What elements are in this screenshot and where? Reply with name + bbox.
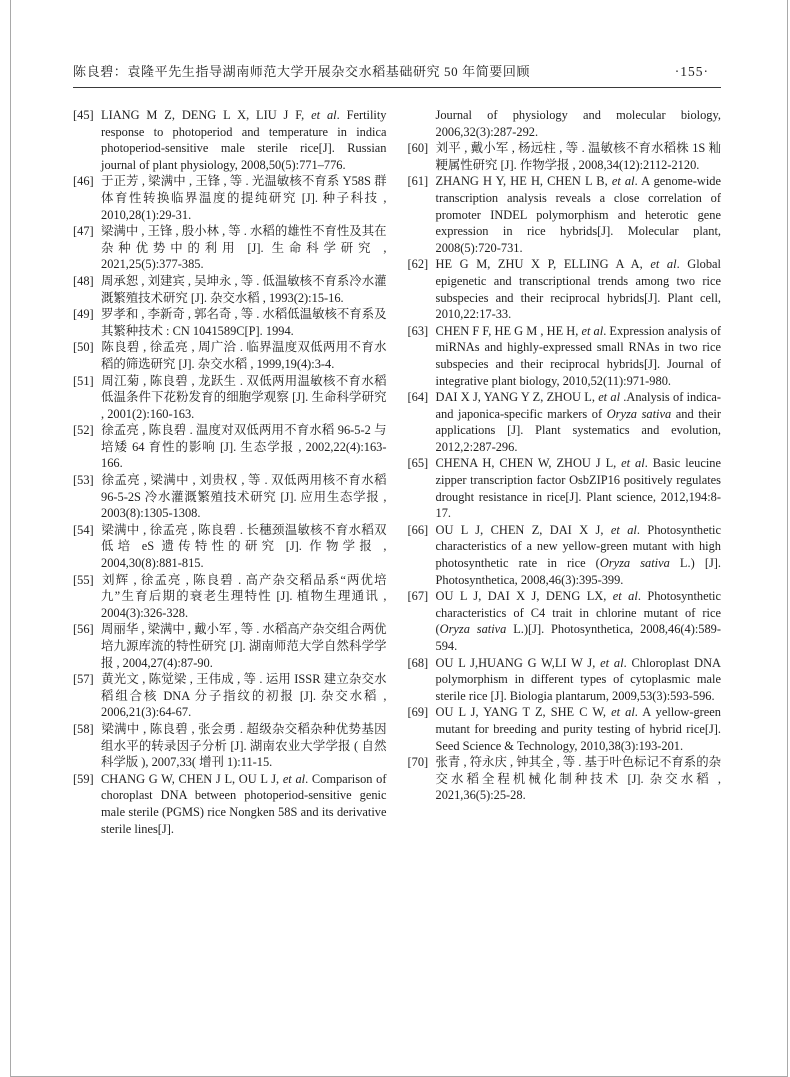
reference-number: [61]: [407, 174, 429, 189]
reference-item: [51] 周江菊 , 陈良碧 , 龙跃生 . 双低两用温敏核不育水稻低温条件下花粉发育的细胞学观察 [J]. 生命科学研究 , 2001(2):160-163.: [73, 373, 387, 421]
reference-number: [51]: [73, 373, 94, 388]
reference-item: [56] 周丽华 , 梁满中 , 戴小军 , 等 . 水稻高产杂交组合两优培九源库流的特性研究 [J]. 湖南师范大学自然科学学报 , 2004,27(4):87-90.: [73, 622, 387, 670]
reference-number: [49]: [73, 307, 94, 322]
reference-number: [55]: [73, 572, 94, 587]
reference-item: [46] 于正芳 , 梁满中 , 王锋 , 等 . 光温敏核不育系 Y58S 群体育性转换临界温度的提纯研究 [J]. 种子科技 , 2010,28(1):29-31.: [73, 174, 387, 222]
reference-item: [63] CHEN F F, HE G M , HE H, et al. Expression analysis of miRNAs and highly-expressed small RNAs in two rice subspecies and their reciprocal hybrids[J]. Journal of integrative plant biology, 2010,52(11):971-980.: [407, 323, 721, 388]
reference-number: [53]: [73, 473, 94, 488]
reference-item: [54] 梁满中 , 徐孟亮 , 陈良碧 . 长穗颈温敏核不育水稻双低培 eS 遗传特性的研究 [J]. 作物学报 , 2004,30(8):881-815.: [73, 522, 387, 571]
reference-item: [58] 梁满中 , 陈良碧 , 张会勇 . 超级杂交稻杂种优势基因组水平的转录因子分析 [J]. 湖南农业大学学报 ( 自然科学版 ), 2007,33( 增刊 1):11-15.: [73, 721, 387, 770]
scanned-page: [10, 0, 788, 1077]
reference-item: [61] ZHANG H Y, HE H, CHEN L B, et al. A genome-wide transcription analysis reveals a close correlation of promoter INDEL polymorphism and heterotic gene expression in rice hybrids[J]. Molecular plant, 2008(5):720-731.: [407, 174, 722, 255]
reference-item: [64] DAI X J, YANG Y Z, ZHOU L, et al .Analysis of indica- and japonica-specific markers of Oryza sativa and their applications [J]. Plant systematics and evolution, 2012,2:287-296.: [407, 390, 722, 454]
reference-number: [60]: [407, 141, 429, 156]
reference-number: [57]: [73, 672, 94, 687]
reference-number: [54]: [73, 522, 94, 537]
reference-number: [46]: [73, 174, 94, 189]
reference-number: [69]: [407, 705, 429, 720]
reference-number: [64]: [407, 390, 429, 405]
reference-number: [50]: [73, 340, 94, 355]
reference-number: [67]: [407, 589, 429, 604]
reference-item: Journal of physiology and molecular biology, 2006,32(3):287-292.: [435, 108, 721, 139]
reference-number: [45]: [73, 108, 94, 122]
reference-number: [48]: [73, 273, 94, 288]
reference-number: [52]: [73, 423, 94, 438]
reference-number: [56]: [73, 622, 94, 637]
reference-item: [49] 罗孝和 , 李新奇 , 郭名奇 , 等 . 水稻低温敏核不育系及其繁种技术 : CN 1041589C[P]. 1994.: [73, 307, 387, 338]
references-section: [73, 107, 721, 837]
reference-number: [63]: [407, 323, 429, 338]
reference-number: [58]: [73, 721, 94, 736]
reference-number: [65]: [407, 456, 429, 471]
reference-item: [60] 刘平 , 戴小军 , 杨远柱 , 等 . 温敏核不育水稻株 1S 籼粳属性研究 [J]. 作物学报 , 2008,34(12):2112-2120.: [407, 141, 721, 172]
reference-item: [50] 陈良碧 , 徐孟亮 , 周广洽 . 临界温度双低两用不育水稻的筛选研究 [J]. 杂交水稻 , 1999,19(4):3-4.: [73, 340, 387, 371]
references-column-right: [408, 107, 722, 837]
reference-item: [70] 张青 , 符永庆 , 钟其全 , 等 . 基于叶色标记不育系的杂交水稻全程机械化制种技术 [J]. 杂交水稻 , 2021,36(5):25-28.: [407, 755, 721, 803]
reference-item: [52] 徐孟亮 , 陈良碧 . 温度对双低两用不育水稻 96-5-2 与培矮 64 育性的影响 [J]. 生态学报 , 2002,22(4):163-166.: [73, 423, 387, 471]
reference-item: [55] 刘辉 , 徐孟亮 , 陈良碧 . 高产杂交稻品系“两优培九”生育后期的衰老生理特性 [J]. 植物生理通讯 , 2004(3):326-328.: [73, 572, 387, 620]
reference-item: [47] 梁满中 , 王锋 , 殷小林 , 等 . 水稻的雄性不育性及其在杂种优势中的利用 [J]. 生命科学研究 , 2021,25(5):377-385.: [73, 224, 387, 272]
reference-item: [65] CHENA H, CHEN W, ZHOU J L, et al. Basic leucine zipper transcription factor OsbZIP16 positively regulates drought resistance in rice[J]. Plant science, 2012,194:8-17.: [407, 456, 721, 521]
reference-item: [57] 黄光文 , 陈觉梁 , 王伟成 , 等 . 运用 ISSR 建立杂交水稻组合核 DNA 分子指纹的初报 [J]. 杂交水稻 , 2006,21(3):64-67.: [73, 672, 387, 720]
running-title: 陈良碧：袁隆平先生指导湖南师范大学开展杂交水稻基础研究 50 年简要回顾: [73, 64, 531, 79]
reference-number: [70]: [407, 755, 429, 770]
reference-number: [47]: [73, 224, 94, 239]
reference-item: [53] 徐孟亮 , 梁满中 , 刘贵权 , 等 . 双低两用核不育水稻 96-5-2S 冷水灌溉繁殖技术研究 [J]. 应用生态学报 , 2003(8):1305-1308.: [73, 473, 387, 521]
references-column-left: [73, 107, 387, 837]
reference-item: [66] OU L J, CHEN Z, DAI X J, et al. Photosynthetic characteristics of a new yellow-green mutant with high photosynthetic rate in rice (Oryza sativa L.) [J]. Photosynthetica, 2008,46(3):395-399.: [407, 522, 721, 587]
reference-item: [48] 周承恕 , 刘建宾 , 吴坤永 , 等 . 低温敏核不育系冷水灌溉繁殖技术研究 [J]. 杂交水稻 , 1993(2):15-16.: [73, 273, 387, 305]
reference-number: [66]: [407, 522, 429, 537]
reference-item: [68] OU L J,HUANG G W,LI W J, et al. Chloroplast DNA polymorphism in different types of cytoplasmic male sterile rice [J]. Biologia plantarum, 2009,53(3):593-596.: [407, 655, 721, 703]
reference-item: [69] OU L J, YANG T Z, SHE C W, et al. A yellow-green mutant for breeding and purity testing of hybrid rice[J]. Seed Science & Technology, 2010,38(3):193-201.: [407, 705, 721, 753]
reference-number: [59]: [73, 771, 94, 786]
running-header: [73, 61, 721, 88]
page-content: [11, 0, 787, 837]
reference-number: [68]: [407, 655, 429, 670]
reference-item: [45] LIANG M Z, DENG L X, LIU J F, et al. Fertility response to photoperiod and temperature in indica photoperiod-sensitive male sterile rice[J]. Russian journal of plant physiology, 2008,50(5):771–776.: [73, 108, 387, 172]
reference-item: [59] CHANG G W, CHEN J L, OU L J, et al. Comparison of choroplast DNA between photoperiod-sensitive genic male sterile (PGMS) rice Nongken 58S and its derivative sterile lines[J].: [73, 771, 387, 836]
page-number: ·155·: [674, 64, 709, 79]
reference-item: [62] HE G M, ZHU X P, ELLING A A, et al. Global epigenetic and transcriptional trends among two rice subspecies and their reciprocal hybrids[J]. Plant cell, 2010,22:17-33.: [407, 257, 722, 322]
reference-number: [62]: [407, 257, 429, 272]
reference-item: [67] OU L J, DAI X J, DENG LX, et al. Photosynthetic characteristics of C4 trait in chlorine mutant of rice (Oryza sativa L.)[J]. Photosynthetica, 2008,46(4):589-594.: [407, 589, 721, 653]
